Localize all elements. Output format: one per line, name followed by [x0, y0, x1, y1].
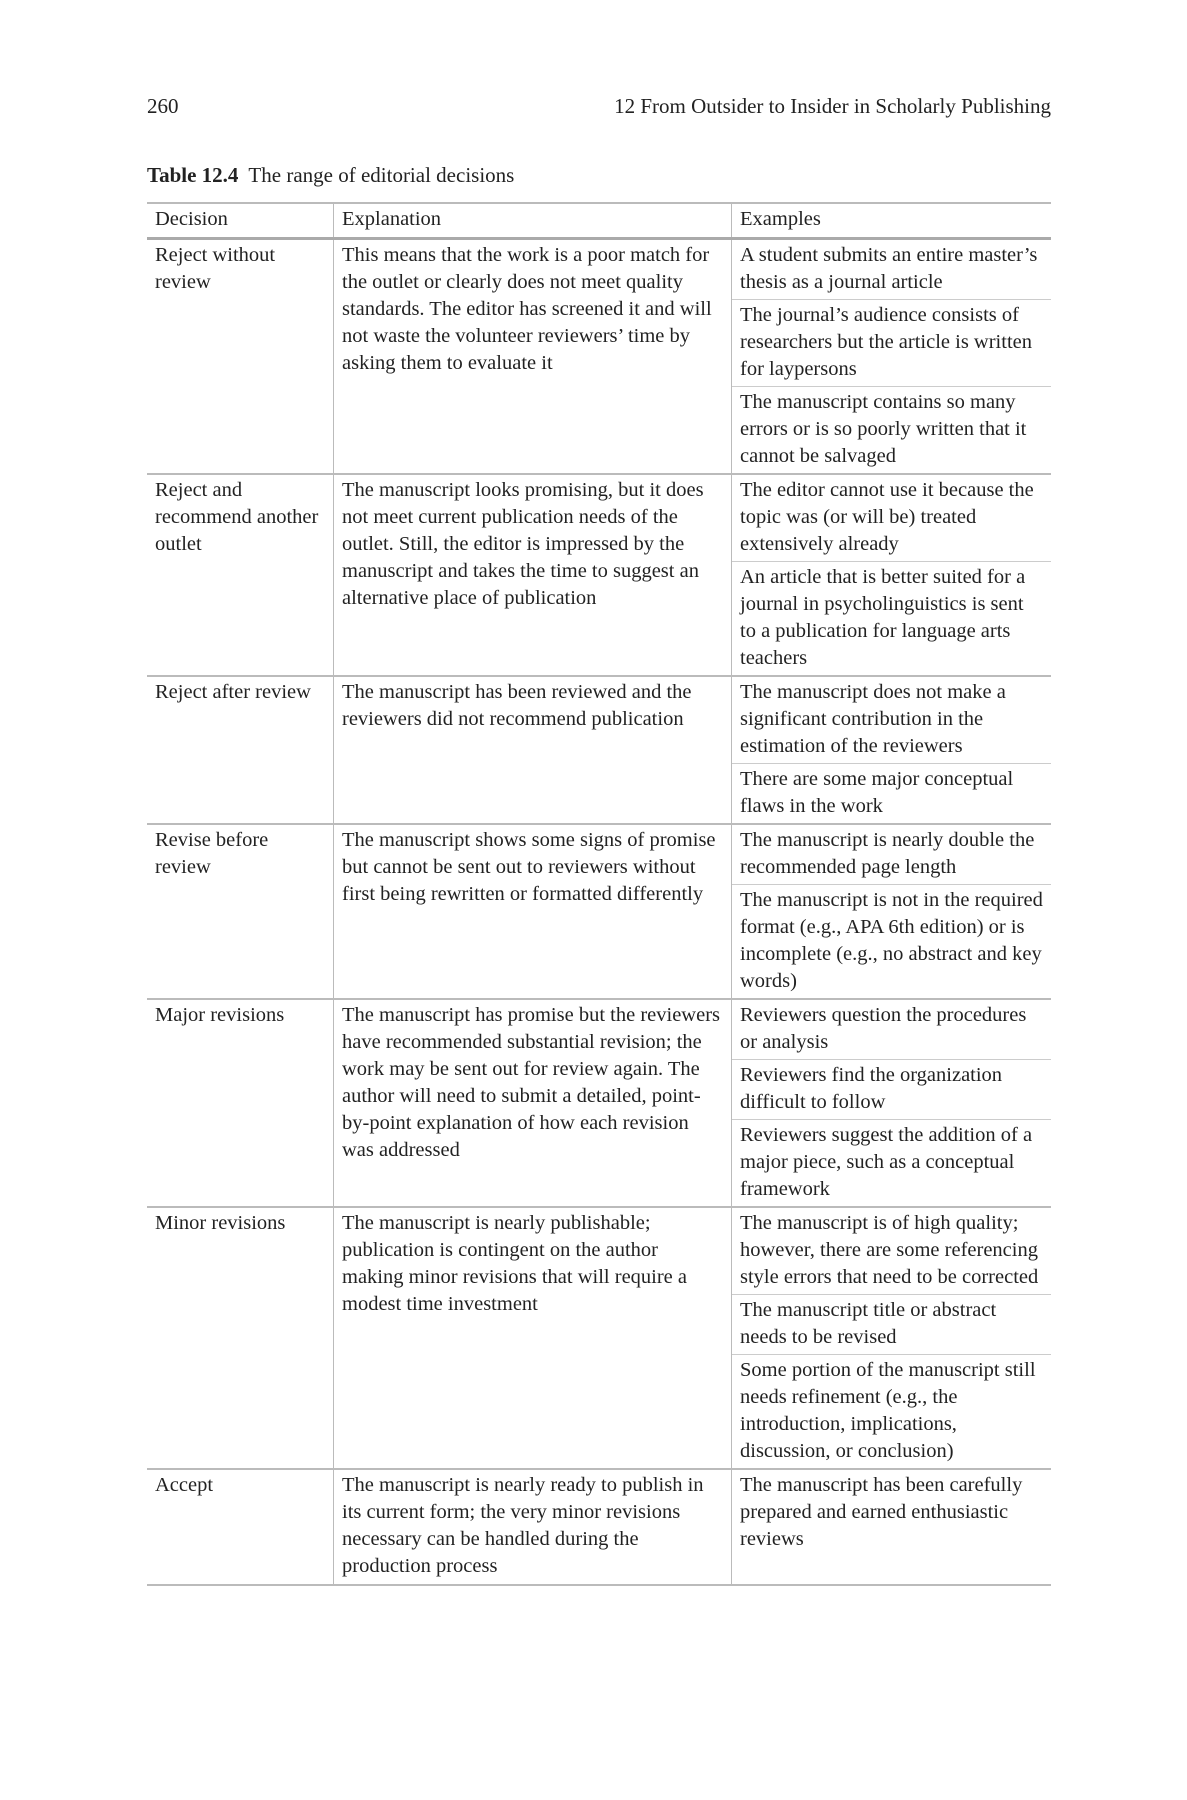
- example-item: Some portion of the manuscript still needs refinement (e.g., the introduction, implications, discussion, or conclusion): [740, 1359, 1036, 1462]
- decision-cell: Reject and recommend another outlet: [155, 479, 319, 555]
- explanation-cell: The manuscript has been reviewed and the reviewers did not recommend publication: [333, 677, 731, 823]
- decisions-table: [147, 202, 1051, 1586]
- column-header: Decision: [155, 208, 228, 230]
- example-item: Reviewers suggest the addition of a major piece, such as a conceptual framework: [740, 1124, 1033, 1200]
- example-item: Reviewers question the procedures or analysis: [732, 1000, 1051, 1060]
- table-caption: [147, 163, 514, 188]
- examples-cell: [731, 1470, 1051, 1584]
- decision-cell: Revise before review: [155, 829, 269, 878]
- example-item: The editor cannot use it because the topic was (or will be) treated extensively already: [732, 475, 1051, 562]
- column-header: Examples: [731, 204, 1051, 237]
- table-row: [147, 475, 1051, 677]
- table-header-row: [147, 204, 1051, 240]
- column-header: Explanation: [333, 204, 731, 237]
- examples-cell: [731, 1000, 1051, 1206]
- examples-cell: [731, 1208, 1051, 1468]
- table-row: [147, 240, 1051, 475]
- decision-cell: Major revisions: [155, 1004, 285, 1026]
- example-item: The manuscript is of high quality; however, there are some referencing style errors that need to be corrected: [732, 1208, 1051, 1295]
- example-item: Reviewers find the organization difficult to follow: [732, 1060, 1051, 1120]
- example-item: The manuscript does not make a significant contribution in the estimation of the reviewers: [732, 677, 1051, 764]
- examples-cell: [731, 825, 1051, 998]
- explanation-cell: The manuscript shows some signs of promise but cannot be sent out to reviewers without first being rewritten or formatted differently: [333, 825, 731, 998]
- decision-cell: Accept: [155, 1474, 214, 1496]
- examples-cell: [731, 475, 1051, 675]
- examples-cell: [731, 240, 1051, 473]
- example-item: An article that is better suited for a journal in psycholinguistics is sent to a publication for language arts teachers: [740, 566, 1026, 669]
- example-item: The manuscript title or abstract needs to be revised: [732, 1295, 1051, 1355]
- decision-cell: Minor revisions: [155, 1212, 286, 1234]
- table-row: [147, 1000, 1051, 1208]
- example-item: There are some major conceptual flaws in the work: [740, 768, 1014, 817]
- explanation-cell: This means that the work is a poor match for the outlet or clearly does not meet quality standards. The editor has screened it and will not waste the volunteer reviewers’ time by asking them to evaluate it: [333, 240, 731, 473]
- example-item: The manuscript is nearly double the recommended page length: [732, 825, 1051, 885]
- example-item: The manuscript contains so many errors or is so poorly written that it cannot be salvaged: [740, 391, 1027, 467]
- table-row: [147, 825, 1051, 1000]
- page-number: 260: [147, 94, 179, 118]
- explanation-cell: The manuscript is nearly publishable; publication is contingent on the author making minor revisions that will require a modest time investment: [333, 1208, 731, 1468]
- table-title: The range of editorial decisions: [248, 163, 515, 187]
- decision-cell: Reject without review: [155, 244, 276, 293]
- chapter-title: 12 From Outsider to Insider in Scholarly Publishing: [614, 94, 1051, 118]
- decision-cell: Reject after review: [155, 681, 311, 703]
- example-item: The manuscript has been carefully prepared and earned enthusiastic reviews: [740, 1474, 1023, 1550]
- example-item: The manuscript is not in the required format (e.g., APA 6th edition) or is incomplete (e.g., no abstract and key words): [740, 889, 1043, 992]
- explanation-cell: The manuscript is nearly ready to publish in its current form; the very minor revisions necessary can be handled during the production process: [333, 1470, 731, 1584]
- table-row: [147, 677, 1051, 825]
- table-label: Table 12.4: [147, 163, 239, 187]
- example-item: A student submits an entire master’s thesis as a journal article: [732, 240, 1051, 300]
- explanation-cell: The manuscript has promise but the reviewers have recommended substantial revision; the work may be sent out for review again. The author will need to submit a detailed, point-by-point explanation of how each revision was addressed: [333, 1000, 731, 1206]
- table-row: [147, 1470, 1051, 1586]
- example-item: The journal’s audience consists of researchers but the article is written for laypersons: [732, 300, 1051, 387]
- table-row: [147, 1208, 1051, 1470]
- explanation-cell: The manuscript looks promising, but it does not meet current publication needs of the outlet. Still, the editor is impressed by the manuscript and takes the time to suggest an alternative place of publication: [333, 475, 731, 675]
- examples-cell: [731, 677, 1051, 823]
